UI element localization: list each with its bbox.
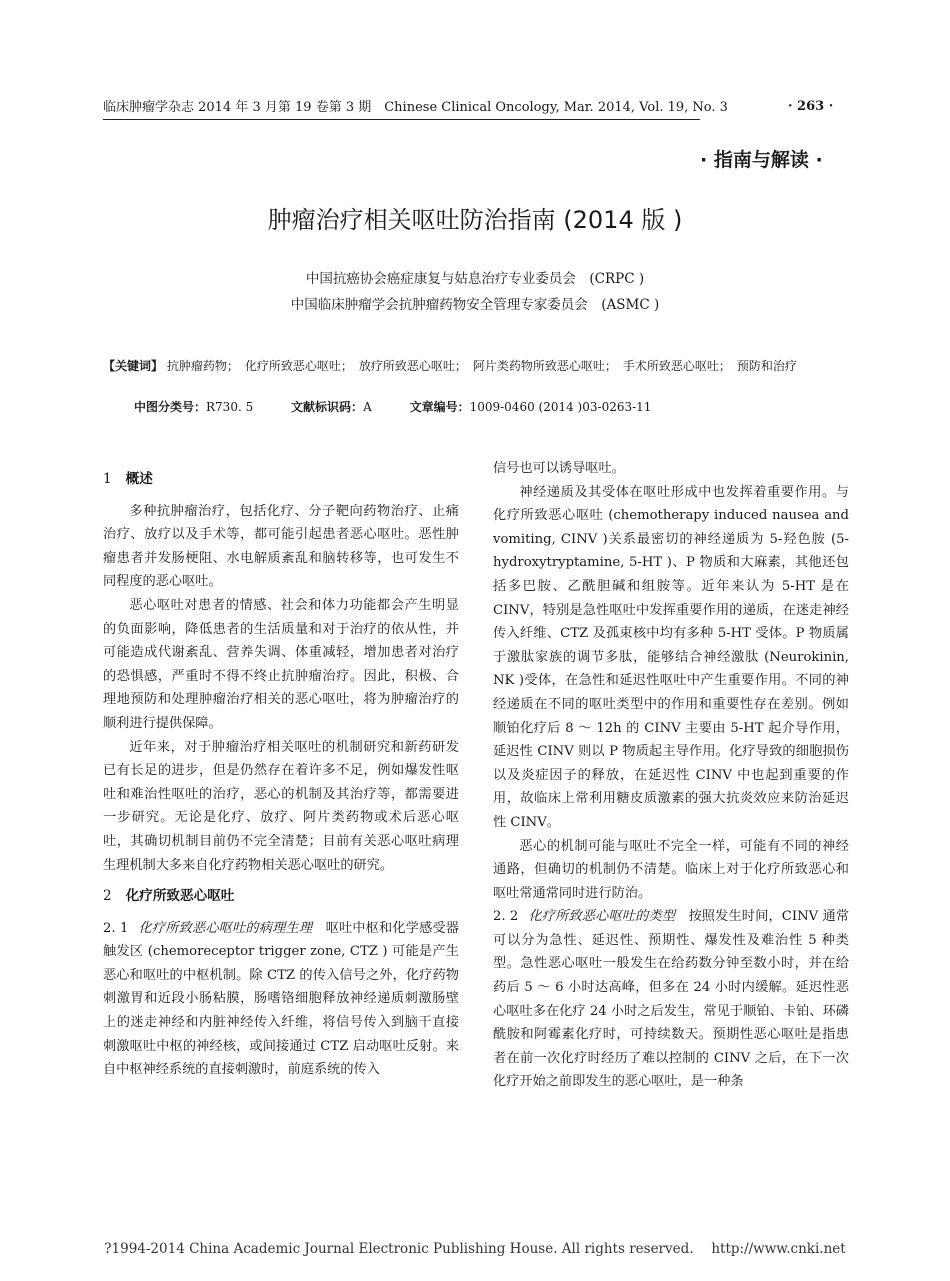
paragraph: 恶心呕吐对患者的情感、社会和体力功能都会产生明显的负面影响，降低患者的生活质量和对于治疗的依从性，并可能造成代谢紊乱、营养失调、体重减轻，增加患者对治疗的恐惧感，严重时不得不终止抗肿瘤治疗。因此，积极、合理地预防和处理肿瘤治疗相关的恶心呕吐，将为肿瘤治疗的顺利进行提供保障。 — [103, 597, 459, 731]
section-tag: · 指南与解读 · — [700, 149, 823, 171]
section-heading: 2 化疗所致恶心呕吐 — [103, 888, 235, 905]
clc-label: 中图分类号： — [134, 400, 207, 414]
doc-code-value: A — [363, 400, 372, 414]
article-id-value: 1009-0460 (2014 )03-0263-11 — [469, 400, 652, 414]
article-id-label: 文章编号： — [409, 400, 470, 414]
clc-value: R730. 5 — [206, 400, 254, 414]
doc-code-label: 文献标识码： — [291, 400, 364, 414]
paragraph: 信号也可以诱导呕吐。 — [493, 461, 625, 476]
paragraph: 2. 2 化疗所致恶心呕吐的类型 按照发生时间，CINV 通常可以分为急性、延迟性、预期性、爆发性及难治性 5 种类型。急性恶心呕吐一般发生在给药数分钟至数小时，并在给药后 5 ～ 6 小时达高峰，但多在 24 小时内缓解。延迟性恶心呕吐多在化疗 24 小时之后发生，常见于顺铂、卡铂、环磷酰胺和阿霉素化疗时，可持续数天。预期性恶心呕吐是指患者在前一次化疗时经历了难以控制的 CINV 之后，在下一次化疗开始之前即发生的恶心呕吐，是一种条 — [493, 909, 850, 1090]
paragraph: 2. 1 化疗所致恶心呕吐的病理生理 呕吐中枢和化学感受器触发区 (chemoreceptor trigger zone, CTZ ) 可能是产生恶心和呕吐的中枢机制。除 CTZ 的传入信号之外，化疗药物刺激胃和近段小肠粘膜，肠嗜铬细胞释放神经递质刺激肠壁上的迷走神经和内脏神经传入纤维，将信号传入到脑干直接刺激呕吐中枢的神经核，或间接通过 CTZ 启动呕吐反射。来自中枢神经系统的直接刺激时，前庭系统的传入 — [103, 920, 460, 1078]
copyright-footer: ?1994-2014 China Academic Journal Electronic Publishing House. All rights reserved. http://www.cnki.net — [104, 1241, 846, 1257]
author-line: 中国抗癌协会癌症康复与姑息治疗专业委员会 (CRPC ) — [305, 271, 645, 287]
keywords-block — [103, 355, 848, 378]
left-column — [103, 468, 459, 1082]
paragraph: 恶心的机制可能与呕吐不完全一样，可能有不同的神经通路，但确切的机制仍不清楚。临床上对于化疗所致恶心和呕吐常通常同时进行防治。 — [493, 838, 849, 901]
keywords-text: 抗肿瘤药物； 化疗所致恶心呕吐； 放疗所致恶心呕吐； 阿片类药物所致恶心呕吐； 手术所致恶心呕吐； 预防和治疗 — [166, 359, 797, 373]
subsection-number: 2. 1 — [103, 920, 129, 936]
author-line: 中国临床肿瘤学会抗肿瘤药物安全管理专家委员会 (ASMC ) — [290, 297, 660, 313]
subsection-number: 2. 2 — [493, 909, 519, 925]
article-title: 肿瘤治疗相关呕吐防治指南 (2014 版 ) — [267, 206, 683, 234]
paragraph: 近年来，对于肿瘤治疗相关呕吐的机制研究和新药研发已有长足的进步，但是仍然存在着许多不足，例如爆发性呕吐和难治性呕吐的治疗，恶心的机制及其治疗等，都需要进一步研究。无论是化疗、放疗、阿片类药物或术后恶心呕吐，其确切机制目前仍不完全清楚；目前有关恶心呕吐病理生理机制大多来自化疗药物相关恶心呕吐的研究。 — [103, 739, 459, 873]
right-column — [493, 457, 849, 1094]
classification-line — [134, 398, 685, 415]
subsection-title: 化疗所致恶心呕吐的类型 — [528, 909, 676, 925]
section-heading: 1 概述 — [103, 471, 153, 487]
paragraph: 多种抗肿瘤治疗，包括化疗、分子靶向药物治疗、止痛治疗、放疗以及手术等，都可能引起患者恶心呕吐。恶性肿瘤患者并发肠梗阻、水电解质紊乱和脑转移等，也可发生不同程度的恶心呕吐。 — [103, 503, 459, 590]
author-list — [0, 266, 950, 318]
subsection-title: 化疗所致恶心呕吐的病理生理 — [138, 920, 313, 936]
keywords-label: 【关键词】 — [103, 359, 164, 373]
page-number: · 263 · — [788, 99, 834, 114]
paragraph: 神经递质及其受体在呕吐形成中也发挥着重要作用。与化疗所致恶心呕吐 (chemotherapy induced nausea and vomiting, CINV )关系最密切的神经递质为 5-羟色胺 (5-hydroxytryptamine, 5-HT )、P 物质和大麻素，其他还包括多巴胺、乙酰胆碱和组胺等。近年来认为 5-HT 是在 CINV，特别是急性呕吐中发挥重要作用的递质，在迷走神经传入纤维、CTZ 及孤束核中均有多种 5-HT 受体。P 物质属于激肽家族的调节多肽，能够结合神经激肽 (Neurokinin, NK )受体，在急性和延迟性呕吐中产生重要作用。不同的神经递质在不同的呕吐类型中的作用和重要性存在差别。例如顺铂化疗后 8 ～ 12h 的 CINV 主要由 5-HT 起介导作用，延迟性 CINV 则以 P 物质起主导作用。化疗导致的细胞损伤以及炎症因子的释放，在延迟性 CINV 中也起到重要的作用，故临床上常利用糖皮质激素的强大抗炎效应来防治延迟性 CINV。 — [493, 484, 849, 830]
running-header: 临床肿瘤学杂志 2014 年 3 月第 19 卷第 3 期 Chinese Clinical Oncology, Mar. 2014, Vol. 19, No. 3 — [103, 99, 700, 120]
